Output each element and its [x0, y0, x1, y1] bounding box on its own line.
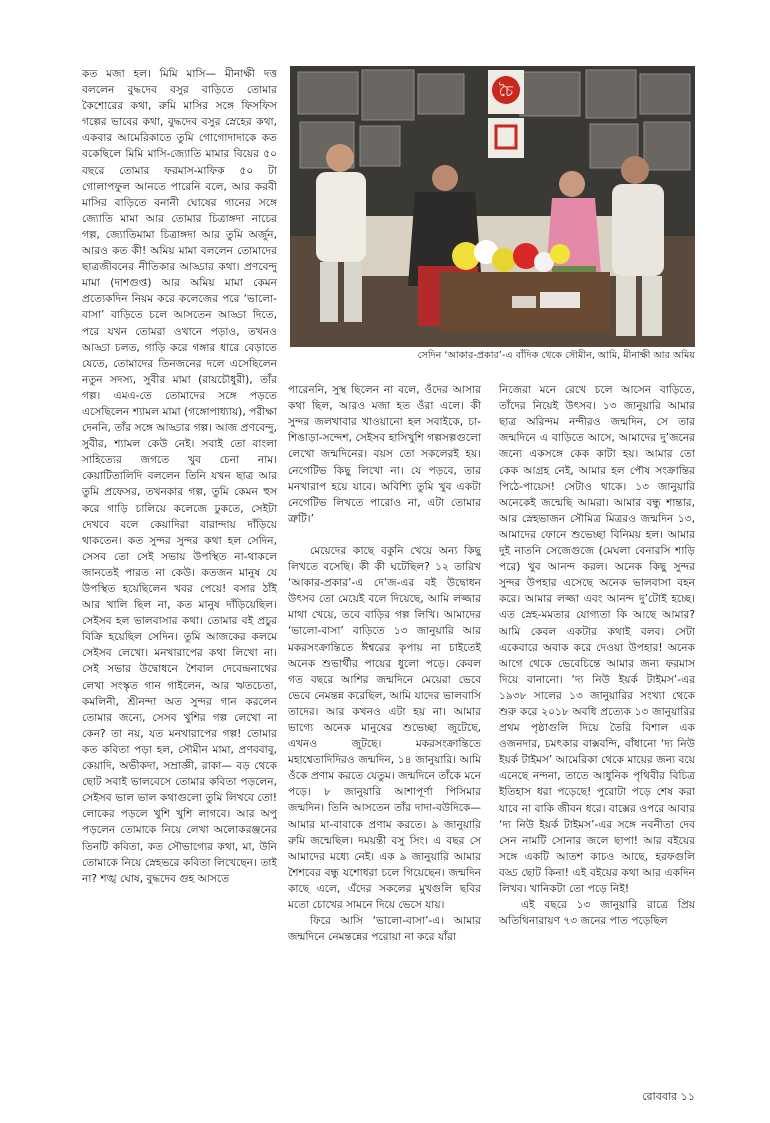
col3-paragraph-1: নিজেরা মনে রেখে চলে আসেন বাড়িতে, তাঁদের নিয়েই উৎসব। ১৩ জানুয়ারি আমার ছাত্র অরিন্দম নন্দীরও জন্মদিন, সে তার জন্মদিনে এ বাড়িতে আসে, আমাদের দু’জনের জন্যে একসঙ্গে কেক কাটা হয়। আমার তো কেক আগ্রহ নেই, আমার হল পৌষ সংক্রান্তির পিঠে-পায়েস! সেটাও থাকে। ১৩ জানুয়ারি অনেকেই জন্মেছি আমরা। আমার বন্ধু শান্তার, আর স্নেহভাজন সৌমিত্র মিত্ররও জন্মদিন ১৩, আমাদের ফোনে শুভেচ্ছা বিনিময় হল। আমার দুই নাতনি সেজেগুজে (মেঘলা বেনারসি শাড়ি পরে) খুব আনন্দ করল। অনেক কিছু সুন্দর সুন্দর উপহার এসেছে অনেক ভালবাসা বহন করে। আমার লজ্জা এবং আনন্দ দু’টোই হচ্ছে। এত স্নেহ-মমতার যোগ্যতা কি আছে আমার? আমি কেবল একটার কথাই বলব। সেটা একেবারে অবাক করে দেওয়া উপহার! অনেক আগে থেকে ভেবেচিন্তে আমার জন্য ফরমাস দিয়ে বানানো। ‘দ্য নিউ ইয়র্ক টাইমস’-এর ১৯৩৮ সালের ১৩ জানুয়ারির সংখ্যা থেকে শুরু করে ২০১৮ অবধি প্রত্যেক ১৩ জানুয়ারির প্রথম পৃষ্ঠাগুলি দিয়ে তৈরি বিশাল এক ওজনদার, চমৎকার বাক্সবন্দি, বাঁধানো ‘দ্য নিউ ইয়র্ক টাইমস’ আমেরিকা থেকে মায়ের জন্য বয়ে এনেছে নন্দনা, তাতে আধুনিক পৃথিবীর বিচিত্র ইতিহাস ধরা পড়েছে! পুরোটা পড়ে শেষ করা যাবে না বাকি জীবন ধরে। বাক্সের ওপরে আবার ‘দ্য নিউ ইয়র্ক টাইমস’-এর সঙ্গে নবনীতা দেব সেন নামটি সোনার জলে ছাপা! আর বইয়ের সঙ্গে একটি আতশ কাচও আছে, হরফগুলি বড্ড ছোট কিনা! এই বইয়ের কথা আর একদিন লিখব। খানিকটা তো পড়ে নিই! [499, 384, 695, 895]
logo-text: চৈ [498, 82, 514, 100]
col2-paragraph-2: মেয়েদের কাছে বকুনি খেয়ে অন্য কিছু লিখতে বসেছি। কী কী ঘটেছিল? ১২ তারিখ ‘আকার-প্রকার’-এ দে’জ-এর বই উদ্বোধন উৎসব তো মেয়েই বলে দিয়েছে, আমি লজ্জার মাথা খেয়ে, তবে বাড়ির গল্প লিখি। আমাদের ‘ভালো-বাসা’ বাড়িতে ১৩ জানুয়ারি আর মকরসংক্রান্তিতে ঈশ্বরের কৃপায় না চাইতেই অনেক শুভার্থীর পায়ের ধুলো পড়ে। কেবল গত বছরে আশির জন্মদিনে মেয়েরা ভেবে ভেবে নেমন্তন্ন করেছিল, আমি যাদের ভালবাসি তাদের। আর কখনও এটা হয় না। আমার ভাগ্যে অনেক মানুষের শুভেচ্ছা জুটেছে, এখনও জুটছে। মকরসংক্রান্তিতে মহাশ্বেতাদিদিরও জন্মদিন, ১৪ জানুয়ারি। আমি ওঁকে প্রণাম করতে যেতুম। জন্মদিনে তাঁকে মনে পড়ে। ৮ জানুয়ারি আশাপূর্ণা পিসিমার জন্মদিন। তিনি আসতেন তাঁর দাদা-বউদিকে— আমার মা-বাবাকে প্রণাম করতে। ৯ জানুয়ারি রুমি জন্মেছিল। দময়ন্তী বসু সিং। এ বছর সে আমাদের মধ্যে নেই। এক ৯ জানুয়ারি আমার শৈশবের বন্ধু যশোধরা চলে গিয়েছেন। জন্মদিন কাছে এলে, এঁদের সকলের মুখগুলি ছবির মতো চোখের সামনে দিয়ে ভেসে যায়। [288, 544, 481, 911]
page-footer: রোববার ১১ [642, 1090, 695, 1103]
article-column-3 [499, 366, 695, 1081]
article-column-1: কত মজা হল। মিমি মাসি— মীনাক্ষী দত্ত বললেন বুদ্ধদেব বসুর বাড়িতে তোমার কৈশোরের কথা, রুমি মাসির সঙ্গে ফিসফিস গল্পের ভাবের কথা, বুদ্ধদেব বসুর স্নেহের কথা, একবার আমেরিকাতে তুমি গোগোদাদাকে কত বকেছিলে মিমি মাসি-জ্যোতি মামার বিয়ের ৫০ বছরে তোমার ফরমাস-মাফিক ৫০ টা গোলাপফুল আনতে পারেনি বলে, আর করবী মাসির বাড়িতে বনানী ঘোষের গানের সঙ্গে জ্যোতি মামা আর তোমার চিত্রাঙ্গদা নাচের গল্প, জ্যোতিমামা চিত্রাঙ্গদা আর তুমি অর্জুন, আরও কত কী! অমিয় মামা বললেন তোমাদের ছাত্রজীবনের নীতিকার আড্ডার কথা। প্রণবেন্দু মামা (দাশগুপ্ত) আর অমিয় মামা কেমন প্রত্যেকদিন নিয়ম করে কলেজের পরে ‘ভালো-বাসা’ বাড়িতে চলে আসতেন আড্ডা দিতে, পরে যখন তোমরা ওখানে পড়াও, তখনও আড্ডা চলত, গাড়ি করে গঙ্গার ধারে বেড়াতে যেতে, তোমাদের তিনজনের দলে এসেছিলেন নতুন সদস্য, সুবীর মামা (রায়চৌধুরী), তাঁর গল্প। এমএ-তে তোমাদের সঙ্গে পড়তে এসেছিলেন শ্যামল মামা (গঙ্গোপাধ্যায়), পরীক্ষা দেননি, তাঁর সঙ্গে আড্ডার গল্প। আজ প্রণবেন্দু, সুবীর, শ্যামল কেউ নেই। সবাই তো বাংলা সাহিত্যের জগতে খুব চেনা নাম। কেয়াটিতালিদি বললেন তিনি যখন ছাত্র আর তুমি প্রফেসর, তখনকার গল্প, তুমি কেমন হুস করে গাড়ি চালিয়ে কলেজে ঢুকতে, সেইটা দেখবে বলে কেয়াদিরা বারান্দায় দাঁড়িয়ে থাকতেন। কত সুন্দর সুন্দর কথা হল সেদিন, সেসব তো সেই সভায় উপস্থিত না-থাকলে জানতেই পারত না কেউ। কতজন মানুষ যে উপস্থিত হয়েছিলেন খবর পেয়ে! বসার ঠাঁই আর খালি ছিল না, কত মানুষ দাঁড়িয়েছিল। সেইসব হল ভালবাসার কথা। তোমার বই প্রচুর বিক্রি হয়েছিল সেদিন। তুমি আজকের কলমে সেইসব লেখো। মনখারাপের কথা লিখো না। সেই সভার উদ্বোধনে শৈবাল দেবেন্দ্রনাথের লেখা সংস্কৃত গান গাইলেন, আর ঋতচেতা, কমলিনী, শ্রীনন্দা অত সুন্দর গান করলেন তোমার জন্যে, সেসব খুশির গল্প লেখো না কেন? তা নয়, যত মনখারাপের গল্প! তোমার কত কবিতা পড়া হল, সৌমীন মামা, প্রণববাবু, কেয়াদি, অভীকদা, সম্রাজ্ঞী, রাকা— বড় থেকে ছোট সবাই ভালবেসে তোমার কবিতা পড়লেন, সেইসব ভাল ভাল কথাগুলো তুমি লিখবে তো! লোকের পড়লে খুশি খুশি লাগবে। আর অপু পড়লেন তোমাকে নিয়ে লেখা অলোকরঞ্জনের তিনটি কবিতা, কত সৌভাগ্যের কথা, মা, উনি তোমাকে নিয়ে স্নেহভরে কবিতা লিখেছেন। তাই না? শঙ্খ ঘোষ, বুদ্ধদেব গুহ আসতে [82, 68, 277, 885]
article-column-2 [288, 366, 481, 1081]
col2-paragraph-1: পারেননি, সুস্থ ছিলেন না বলে, ওঁদের আসার কথা ছিল, আরও মজা হত ওঁরা এলে। কী সুন্দর জলখাবার খাওয়ানো হল সবাইকে, চা-শিঙাড়া-সন্দেশ, সেইসব হাসিখুশি গল্পসল্পগুলো লেখো জন্মদিনের। বয়স তো সকলেরই হয়। নেগেটিভ কিছু লিখো না। যে পড়বে, তার মনখারাপ হয়ে যাবে। অবিশ্যি তুমি খুব একটা নেগেটিভ লিখতে পারোও না, এটা তোমার ত্রুটি।’ [288, 384, 481, 525]
col3-paragraph-2: এই বছরে ১৩ জানুয়ারি রাত্রে প্রিয় অতিথিনারায়ণ ৭৩ জনের পাত পড়েছিল [499, 899, 695, 928]
event-photo-illustration [290, 66, 695, 347]
event-photo [290, 66, 695, 347]
col2-paragraph-3: ফিরে আসি ‘ভালো-বাসা’-এ। আমার জন্মদিনে নেমন্তন্নের পরোয়া না করে যাঁরা [288, 915, 481, 944]
photo-caption: সেদিন ‘আকার-প্রকার’-এ বাঁদিক থেকে সৌমীন, আমি, মীনাক্ষী আর অমিয় [417, 350, 695, 361]
